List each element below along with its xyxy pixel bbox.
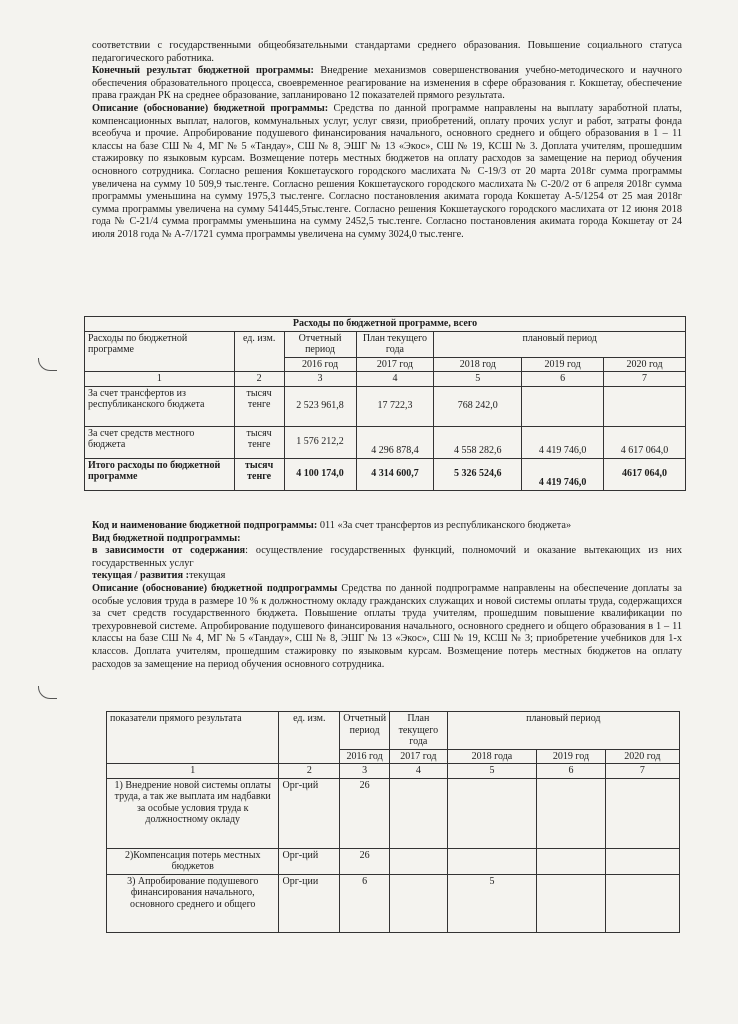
subprogram-code-paragraph bbox=[92, 520, 682, 533]
row-value-2018 bbox=[447, 778, 537, 848]
results-col-number: 2 bbox=[279, 764, 340, 779]
row-value-2019 bbox=[537, 848, 605, 874]
row-unit: Орг-ций bbox=[279, 848, 340, 874]
row-value-2019: 4 419 746,0 bbox=[522, 458, 604, 490]
subprogram-kind-paragraph bbox=[92, 533, 682, 546]
row-unit: тысяч тенге bbox=[234, 458, 284, 490]
results-col-number: 5 bbox=[447, 764, 537, 779]
results-col-number: 7 bbox=[605, 764, 679, 779]
row-value-2018 bbox=[447, 848, 537, 874]
row-value-2017 bbox=[390, 778, 448, 848]
row-value-2020 bbox=[605, 848, 679, 874]
row-value-2020: 4617 064,0 bbox=[604, 458, 686, 490]
subprogram-content-label: в зависимости от содержания bbox=[92, 545, 246, 557]
table-row bbox=[107, 778, 680, 848]
results-year-2019: 2019 год bbox=[537, 749, 605, 764]
row-name: 3) Апробирование подушевого финансирования начального, основного среднего и общего bbox=[107, 874, 279, 932]
row-value-2020 bbox=[605, 874, 679, 932]
subprogram-description-label: Описание (обоснование) бюджетной подпрограммы bbox=[92, 582, 338, 594]
expenses-header-planned-period: плановый период bbox=[434, 331, 686, 357]
row-name: 1) Внедрение новой системы оплаты труда, а так же выплата им надбавки за особые условия труда к должностному окладу bbox=[107, 778, 279, 848]
expenses-col-number: 2 bbox=[234, 372, 284, 387]
expenses-header-name: Расходы по бюджетной программе bbox=[85, 331, 235, 372]
program-description-block bbox=[92, 40, 682, 242]
row-value-2017: 4 314 600,7 bbox=[356, 458, 434, 490]
subprogram-block bbox=[92, 520, 682, 671]
results-header-planned-period: плановый период bbox=[447, 712, 679, 750]
subprogram-current-paragraph bbox=[92, 570, 682, 583]
punch-hole-mark bbox=[38, 358, 57, 371]
row-value-2019 bbox=[522, 386, 604, 426]
subprogram-current-text: текущая bbox=[189, 570, 226, 582]
row-value-2016: 26 bbox=[340, 778, 390, 848]
results-year-2017: 2017 год bbox=[390, 749, 448, 764]
table-row-total bbox=[85, 458, 686, 490]
row-value-2017 bbox=[390, 874, 448, 932]
row-value-2019 bbox=[537, 778, 605, 848]
results-col-number: 1 bbox=[107, 764, 279, 779]
results-col-number: 6 bbox=[537, 764, 605, 779]
direct-results-table bbox=[106, 711, 680, 933]
row-name: За счет средств местного бюджета bbox=[85, 426, 235, 458]
row-unit: тысяч тенге bbox=[234, 426, 284, 458]
expenses-col-number: 4 bbox=[356, 372, 434, 387]
results-year-2020: 2020 год bbox=[605, 749, 679, 764]
row-value-2016: 6 bbox=[340, 874, 390, 932]
row-value-2020: 4 617 064,0 bbox=[604, 426, 686, 458]
results-year-2016: 2016 год bbox=[340, 749, 390, 764]
row-value-2016: 26 bbox=[340, 848, 390, 874]
row-value-2018: 5 bbox=[447, 874, 537, 932]
program-description-paragraph bbox=[92, 103, 682, 242]
row-name: За счет трансфертов из республиканского бюджета bbox=[85, 386, 235, 426]
program-description-text: Средства по данной программе направлены на выплату заработной платы, компенсационных выплат, налогов, коммунальных услуг, услуг связи, приобретений, оплату прочих услуг и работ, затраты фонда всеобуча и прочие. Апробирование подушевого финансирования начального, основного среднего и общего образования в 1 – 11 классы на базе СШ № 4, МГ № 5 «Тандау», СШ № 8, ЭШГ № 13 «Экос», СШ № 19, КСШ № 3. Доплата учителям, прошедшим стажировку по языковым курсам. Возмещение потерь местных бюджетов на оплату расходов за замещение на период обучения основного сотрудника. Согласно решения Кокшетауского городского маслихата № С-19/3 от 20 марта 2018г сумма программы увеличена на сумму 10 509,9 тыс.тенге. Согласно решения Кокшетауского городского маслихата № С-20/2 от 6 апреля 2018г сумма программы уменьшина на сумму 1975,3 тыс.тенге. Согласно постановления акимата города Кокшетау А-5/1254 от 25 мая 2018г сумма программы увеличена на сумму 541445,5тыс.тенге. Согласно решения Кокшетауского городского маслихата от 12 июня 2018 года № С-21/4 сумма программы уменьшина на сумму 2452,5 тыс.тенге. Согласно постановления акимата города Кокшетау от 24 июля 2018 года № А-7/1721 сумма программы увеличена на сумму 3024,0 тыс.тенге. bbox=[92, 102, 682, 240]
program-expenses-table bbox=[84, 316, 686, 491]
row-unit: тысяч тенге bbox=[234, 386, 284, 426]
subprogram-kind-label: Вид бюджетной подпрограммы: bbox=[92, 532, 241, 544]
row-name: Итого расходы по бюджетной программе bbox=[85, 458, 235, 490]
expenses-year-2019: 2019 год bbox=[522, 357, 604, 372]
row-value-2017: 17 722,3 bbox=[356, 386, 434, 426]
expenses-table-title: Расходы по бюджетной программе, всего bbox=[85, 317, 686, 332]
results-col-number: 3 bbox=[340, 764, 390, 779]
expenses-header-plan: План текущего года bbox=[356, 331, 434, 357]
expenses-year-2016: 2016 год bbox=[284, 357, 356, 372]
expenses-col-number: 3 bbox=[284, 372, 356, 387]
results-header-unit: ед. изм. bbox=[279, 712, 340, 764]
expenses-col-number: 6 bbox=[522, 372, 604, 387]
expenses-col-number: 7 bbox=[604, 372, 686, 387]
row-value-2018: 4 558 282,6 bbox=[434, 426, 522, 458]
row-name: 2)Компенсация потерь местных бюджетов bbox=[107, 848, 279, 874]
expenses-year-2020: 2020 год bbox=[604, 357, 686, 372]
row-value-2016: 4 100 174,0 bbox=[284, 458, 356, 490]
table-row bbox=[85, 426, 686, 458]
table-row bbox=[107, 874, 680, 932]
row-value-2017: 4 296 878,4 bbox=[356, 426, 434, 458]
subprogram-current-label: текущая / развития : bbox=[92, 570, 190, 582]
row-unit: Орг-ции bbox=[279, 874, 340, 932]
subprogram-description-paragraph bbox=[92, 583, 682, 671]
final-result-text: Внедрение механизмов совершенствования учебно-методического и научного обеспечения образовательного процесса, своевременное реагирование на изменения в сфере образования г. Кокшетау, обеспечение права граждан РК на среднее образование, запланировано 12 показателей прямого результата. bbox=[92, 65, 683, 102]
row-value-2017 bbox=[390, 848, 448, 874]
results-col-number: 4 bbox=[390, 764, 448, 779]
row-value-2019: 4 419 746,0 bbox=[522, 426, 604, 458]
row-value-2019 bbox=[537, 874, 605, 932]
table-row bbox=[107, 848, 680, 874]
results-year-2018: 2018 года bbox=[447, 749, 537, 764]
subprogram-code-label: Код и наименование бюджетной подпрограммы: bbox=[92, 520, 318, 531]
final-result-label: Конечный результат бюджетной программы: bbox=[92, 65, 314, 77]
table-row bbox=[85, 386, 686, 426]
row-value-2018: 5 326 524,6 bbox=[434, 458, 522, 490]
row-unit: Орг-ций bbox=[279, 778, 340, 848]
punch-hole-mark bbox=[38, 686, 57, 699]
subprogram-code-text: 011 «За счет трансфертов из республиканского бюджета» bbox=[317, 520, 572, 531]
intro-paragraph: соответствии с государственными общеобязательными стандартами среднего образования. Повышение социального статуса педагогического работника. bbox=[92, 40, 682, 64]
results-header-plan: План текущего года bbox=[390, 712, 448, 750]
row-value-2018: 768 242,0 bbox=[434, 386, 522, 426]
final-result-paragraph bbox=[92, 65, 682, 103]
expenses-header-report: Отчетный период bbox=[284, 331, 356, 357]
expenses-col-number: 5 bbox=[434, 372, 522, 387]
program-description-label: Описание (обоснование) бюджетной программы: bbox=[92, 102, 329, 114]
row-value-2020 bbox=[604, 386, 686, 426]
results-header-name: показатели прямого результата bbox=[107, 712, 279, 764]
subprogram-content-paragraph bbox=[92, 545, 682, 570]
subprogram-description-text: Средства по данной подпрограмме направлены на обеспечение доплаты за особые условия труда в размере 10 % к должностному окладу гражданских служащих и новой системы оплаты труда, содержащихся за счет средств государственного бюджета. Повышение оплаты труда учителям, прошедшим повышение квалификации по трехуровневой системе. Апробирование подушевого финансирования начального, основного среднего и общего образования в 1 – 11 классы на базе СШ № 4, МГ № 5 «Тандау», СШ № 8, ЭШГ № 13 «Экос», СШ № 19, КСШ № 3; приобретение учебников для 1-х классов. Доплата учителям, прошедшим стажировку по языковым курсам. Возмещение потерь местных бюджетов на оплату расходов за замещение на период обучения основного сотрудника. bbox=[92, 582, 682, 670]
results-header-report: Отчетный период bbox=[340, 712, 390, 750]
expenses-year-2017: 2017 год bbox=[356, 357, 434, 372]
expenses-header-unit: ед. изм. bbox=[234, 331, 284, 372]
row-value-2020 bbox=[605, 778, 679, 848]
expenses-col-number: 1 bbox=[85, 372, 235, 387]
row-value-2016: 2 523 961,8 bbox=[284, 386, 356, 426]
subprogram-content-text: : осуществление государственных функций, полномочий и оказание вытекающих из них государственных услуг bbox=[92, 545, 682, 569]
row-value-2016: 1 576 212,2 bbox=[284, 426, 356, 458]
expenses-year-2018: 2018 год bbox=[434, 357, 522, 372]
